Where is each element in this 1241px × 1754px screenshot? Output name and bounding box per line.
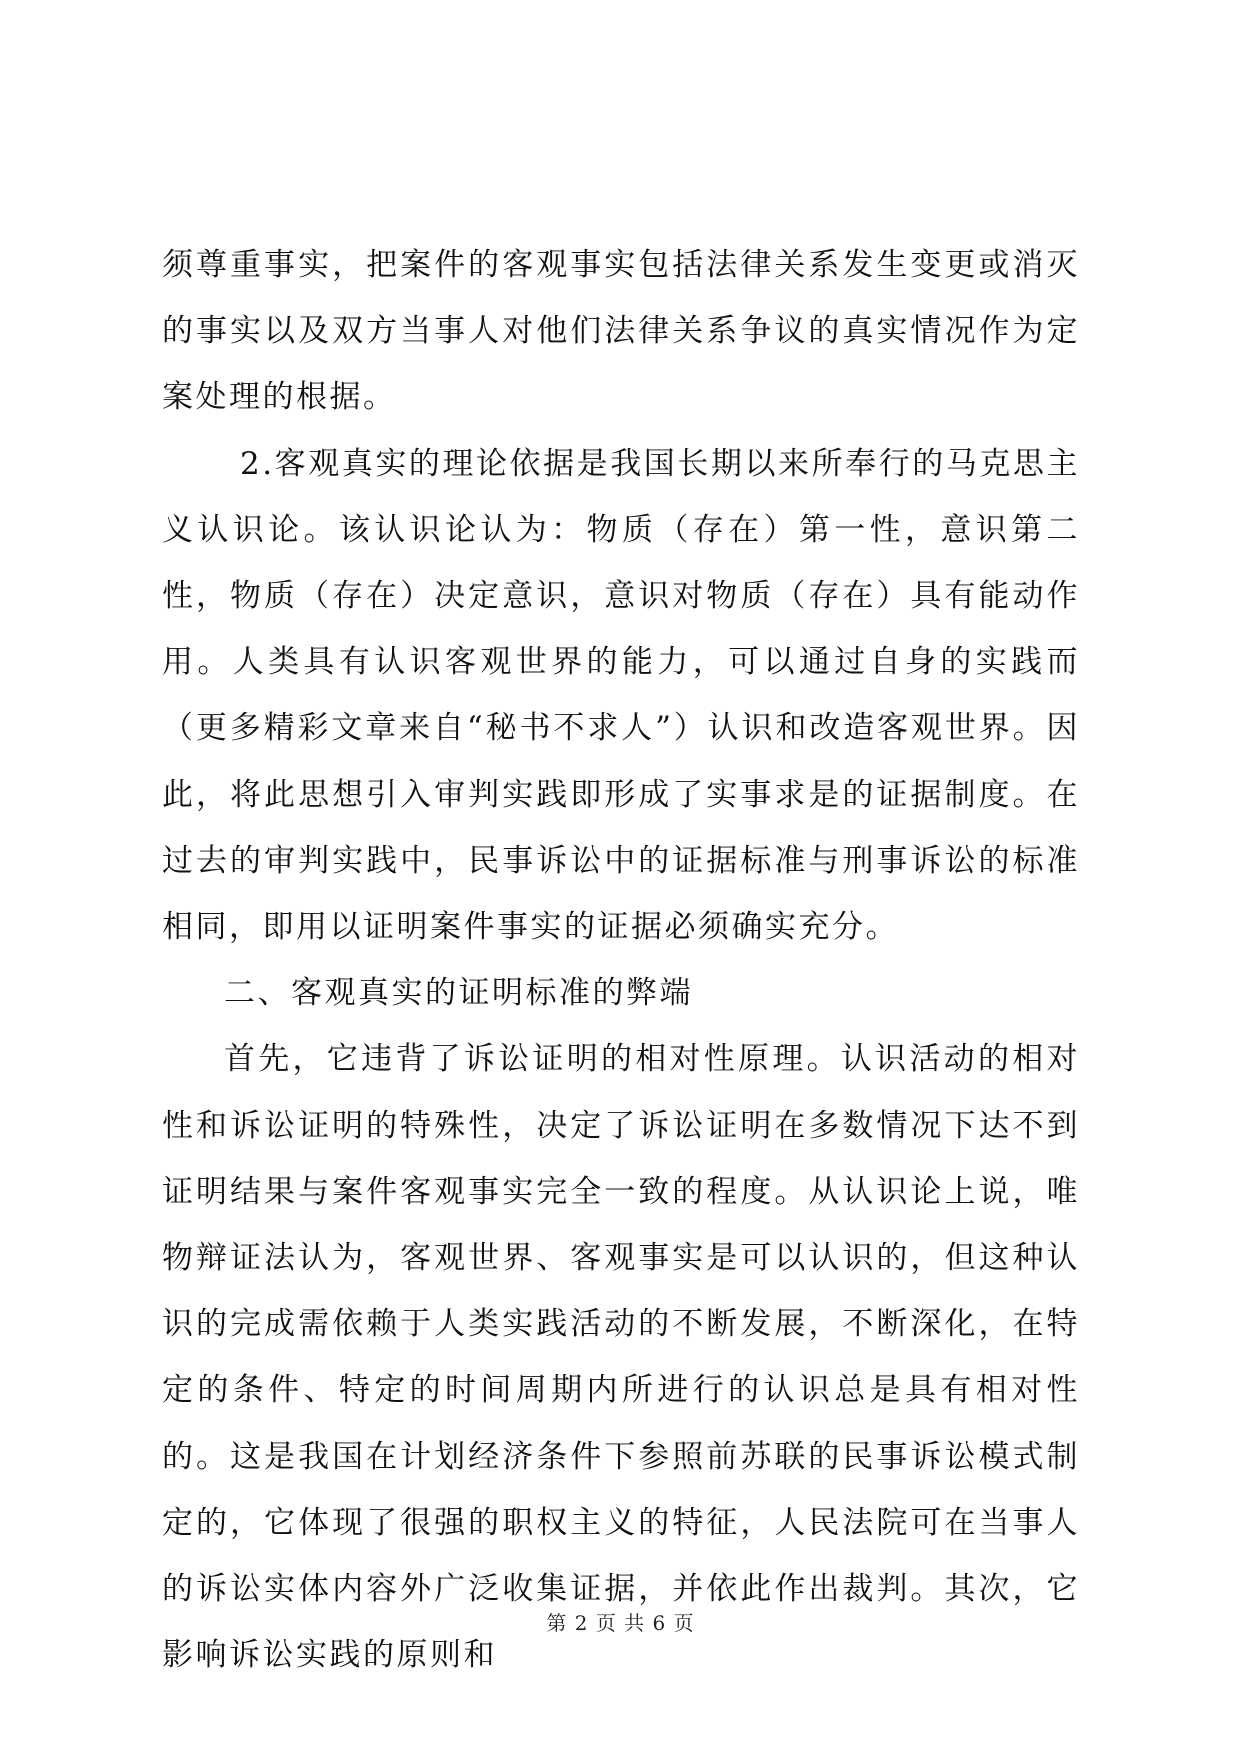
paragraph-continuation: 须尊重事实，把案件的客观事实包括法律关系发生变更或消灭的事实以及双方当事人对他们法律关系争议的真实情况作为定案处理的根据。: [162, 247, 1080, 416]
paragraph-drawbacks: 首先，它违背了诉讼证明的相对性原理。认识活动的相对性和诉讼证明的特殊性，决定了诉讼证明在多数情况下达不到证明结果与案件客观事实完全一致的程度。从认识论上说，唯物辩证法认为，客观世界、客观事实是可以认识的，但这种认识的完成需依赖于人类实践活动的不断发展，不断深化，在特定的条件、特定的时间周期内所进行的认识总是具有相对性的。这是我国在计划经济条件下参照前苏联的民事诉讼模式制定的，它体现了很强的职权主义的特征，人民法院可在当事人的诉讼实体内容外广泛收集证据，并依此作出裁判。其次，它影响诉讼实践的原则和: [162, 1041, 1080, 1674]
section-heading: 二、客观真实的证明标准的弊端: [224, 975, 693, 1012]
document-body: [162, 232, 1080, 1688]
page-footer: 第 2 页 共 6 页: [546, 1611, 695, 1635]
paragraph-theory-basis: 2.客观真实的理论依据是我国长期以来所奉行的马克思主义认识论。该认识论认为：物质（存在）第一性，意识第二性，物质（存在）决定意识，意识对物质（存在）具有能动作用。人类具有认识客观世界的能力，可以通过自身的实践而（更多精彩文章来自“秘书不求人”）认识和改造客观世界。因此，将此思想引入审判实践即形成了实事求是的证据制度。在过去的审判实践中，民事诉讼中的证据标准与刑事诉讼的标准相同，即用以证明案件事实的证据必须确实充分。: [162, 445, 1080, 946]
